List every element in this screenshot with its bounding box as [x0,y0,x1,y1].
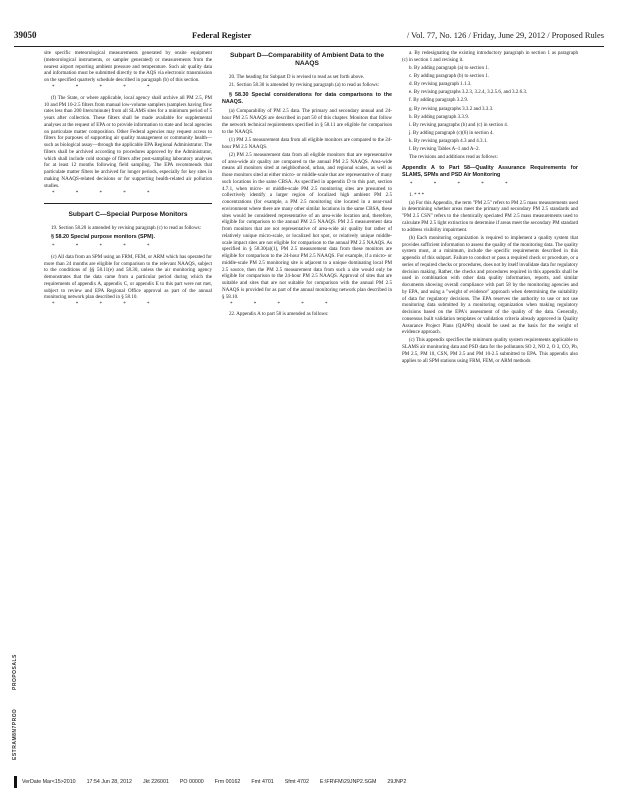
paragraph: site specific meteorological measurements generated by onsite equipment (meteorological instruments, or sampler generated) or measurements from the nearest airport reporting ambient pressure and temperature. Such air quality data and information must be submitted directly to the AQS via electronic transmission on the specified quarterly schedule described in paragraph (b) of this section. [44,50,212,83]
subpart-d-heading: Subpart D—Comparability of Ambient Data to the NAAQS [230,52,384,67]
paragraph: The revisions and additions read as follows: [409,154,498,161]
amendment-item: l. By revising Tables A–1 and A–2. [409,146,480,153]
ellipsis-stars: * * * * * [52,190,160,196]
paragraph: 21. Section 58.30 is amended by revising paragraph (a) to read as follows: [229,82,379,89]
paragraph: 22. Appendix A to part 58 is amended as follows: [229,311,329,318]
paragraph: a. By redesignating the existing introductory paragraph in section 1 as paragraph (c) in section 1 and revising it. [402,50,578,63]
section-58-20-heading: § 58.20 Special purpose monitors (SPM). [51,234,155,241]
publication-title: Federal Register [192,31,252,40]
footer-sfmt: Sfmt 4702 [284,779,309,785]
footer-frm: Frm 00162 [214,779,241,785]
amendment-item: b. By adding paragraph (a) to section 1. [409,64,490,71]
ellipsis-stars: * * * * * [52,302,160,308]
page-header [14,30,604,44]
amendment-item: c. By adding paragraph (b) to section 1. [409,73,490,80]
footer-code: 29JNP2 [387,779,407,785]
paragraph: 1. * * * [409,191,425,198]
footer-fmt: Fmt 4701 [251,779,274,785]
footer-file: E:\FR\FM\29JNP2.SGM [319,779,377,785]
ellipsis-stars: * * * * * [52,85,160,91]
header-rule [14,46,604,47]
issue-info: / Vol. 77, No. 126 / Friday, June 29, 2012 / Proposed Rules [406,31,604,40]
ellipsis-stars: * * * * * [52,244,160,250]
paragraph: (c) All data from an SPM using an FRM, FEM, or ARM which has operated for more than 24 months are eligible for comparison to the relevant NAAQS, subject to the conditions of §§ 58.11(e) and 58.30, unless the air monitoring agency demonstrates that the data came from a particular period during which the requirements of appendix A, appendix C, or appendix E to this part were not met, subject to review and EPA Regional Office approval as part of the annual monitoring network plan described in § 58.10. [44,253,212,301]
amendment-item: e. By revising paragraphs 3.2.3, 3.2.4, 3.2.5.6, and 3.2.6.3. [409,89,528,96]
amendment-item: g. By revising paragraphs 3.3.2 and 3.3.3. [409,105,494,112]
column-2 [222,50,392,762]
amendment-item: h. By adding paragraph 3.3.9. [409,113,469,120]
paragraph: (1) PM 2.5 measurement data from all eligible monitors are compared to the 24-hour PM 2.5 NAAQS. [222,136,392,150]
paragraph: (c) This appendix specifies the minimum quality system requirements applicable to SLAMS air monitoring data and PSD data for the pollutants SO 2, NO 2, O 3, CO, Pb, PM 2.5, PM 10, CSN, PM 2.5 and PM 10-2.5 submitted to EPA. This appendix also applies to all SPM stations using FRM, FEM, or ARM methods [402,337,578,364]
footer-po: PO 00000 [179,779,204,785]
footer-time: 17:54 Jun 28, 2012 [86,779,132,785]
paragraph: (f) The State, or where applicable, local agency shall archive all PM 2.5, PM 10 and PM 10-2.5 filters from manual low-volume samplers (samplers having flow rates less than 200 liters/minute) from all SLAMS sites for a minimum period of 5 years after collection. These filters shall be made available for supplemental analyses at the request of EPA or to provide information to state and local agencies on particulate matter composition. Other Federal agencies may request access to filters for purposes of supporting air quality management or community health—such as biological assay—through the applicable EPA Regional Administrator. The filters shall be archived according to procedures approved by the Administrator, which shall include cold storage of filters after post-sampling laboratory analyses for at least 12 months following field sampling. The EPA recommends that particulate matter filters be archived for longer periods, especially for key sites in making NAAQS-related decisions or for supporting health-related air pollution studies. [44,94,212,189]
paragraph: 20. The heading for Subpart D is revised to read as set forth above. [229,74,365,80]
paragraph: (a) Comparability of PM 2.5 data. The primary and secondary annual and 24-hour PM 2.5 NAAQS are described in part 50 of this chapter. Monitors that follow the network technical requirements specified in § 58.11 are eligible for comparison to the NAAQS. [222,108,392,135]
amendment-item: f. By adding paragraph 3.2.9. [409,97,469,104]
ellipsis-stars: * * * * * [410,181,518,187]
column-1 [44,50,212,762]
amendment-item: j. By adding paragraph (c)(6) in section 4. [409,130,494,137]
paragraph: (a) For this Appendix, the term "PM 2.5" refers to PM 2.5 mass measurements used in determining whether areas meet the primary and secondary PM 2.5 standards and "PM 2.5 CSN" refers to the chemically speciated PM 2.5 mass measurements used to calculate PM 2.5 light extinction to determine if areas meet the secondary PM standard to address visibility impairment. [402,199,578,233]
page-number: 39050 [14,30,37,40]
margin-bar [14,776,17,788]
amendment-item: k. By revising paragraph 4.3 and 4.3.1. [409,138,488,145]
section-rule [44,203,212,204]
appendix-a-heading: Appendix A to Part 58—Quality Assurance Requirements for SLAMS, SPMs and PSD Air Monitoring [402,165,578,178]
ellipsis-stars: * * * * * [230,301,338,307]
page-footer [22,776,604,788]
amendment-item: i. By revising paragraphs (b) and (c) in section 4. [409,121,509,128]
paragraph: (b) Each monitoring organization is required to implement a quality system that provides sufficient information to assess the quality of the monitoring data. The quality system must, at a minimum, include the specific requirements described in this appendix of this subpart. Failure to conduct or pass a required check or procedure, or a series of required checks or procedures, does not by itself invalidate data for regulatory decision making. Rather, the checks and procedures required in this appendix shall be used in combination with other data quality information, reports, and similar documents showing overall compliance with part 58 by the monitoring agencies and by EPA, and using a "weight of evidence" approach when determining the suitability of data for regulatory decisions. The EPA reserves the authority to use or not use monitoring data submitted by a monitoring organization when making regulatory decisions based on the EPA's assessment of the quality of the data. Generally, consensus built validation templates or validation criteria already approved in Quality Assurance Project Plans (QAPPs) should be used as the basis for the weight of evidence approach. [402,234,578,336]
column-3 [402,50,578,762]
paragraph: (2) PM 2.5 measurement data from all eligible monitors that are representative of area-wide air quality are compared to the annual PM 2.5 NAAQS. Area-wide means all monitors sited at neighborhood, urban, and regional scales, as well as those monitors sited at either micro- or middle-scale that are representative of many such locations in the same CBSA. As specified in appendix D to this part, section 4.7.1, when micro- or middle-scale PM 2.5 monitoring sites are presumed to collectively identify a larger region of localized high ambient PM 2.5 concentrations (for example, a PM 2.5 monitoring site located in a near-road environment where there are many other similar locations in the same CBSA, these sites would be considered representative of an area-wide location and, therefore, eligible for comparison to the annual PM 2.5 NAAQS. PM 2.5 measurement data from monitors that are not representative of area-wide air quality but rather of relatively unique micro-scale, or localized hot spot, or relatively unique middle-scale impact sites are not eligible for comparison to the annual PM 2.5 NAAQS. As specified in § 58.30(a)(1), PM 2.5 measurement data from these monitors are eligible for comparison to the 24-hour PM 2.5 NAAQS. For example, if a micro- or middle-scale PM 2.5 monitoring site is adjacent to a unique dominating local PM 2.5 source, then the PM 2.5 measurement data from such a site would only be eligible for comparison to the 24-hour PM 2.5 NAAQS. Approval of sites that are suitable and sites that are not suitable for comparison with the annual PM 2.5 NAAQS is provided for as part of the annual monitoring network plan described in § 58.10. [222,151,392,300]
footer-jkt: Jkt 226001 [142,779,169,785]
subpart-c-heading: Subpart C—Special Purpose Monitors [68,210,188,218]
paragraph: 19. Section 58.20 is amended by revising paragraph (c) to read as follows: [51,224,201,231]
amendment-item: d. By revising paragraph 1.1.3. [409,81,472,88]
footer-verdate: VerDate Mar<15>2010 [22,779,76,785]
section-58-30-heading: § 58.30 Special considerations for data comparisons to the NAAQS. [222,91,392,105]
margin-code-proposals: PROPOSALS [12,654,18,690]
margin-code-printer: ESTRAM8N7PROD [12,708,18,760]
